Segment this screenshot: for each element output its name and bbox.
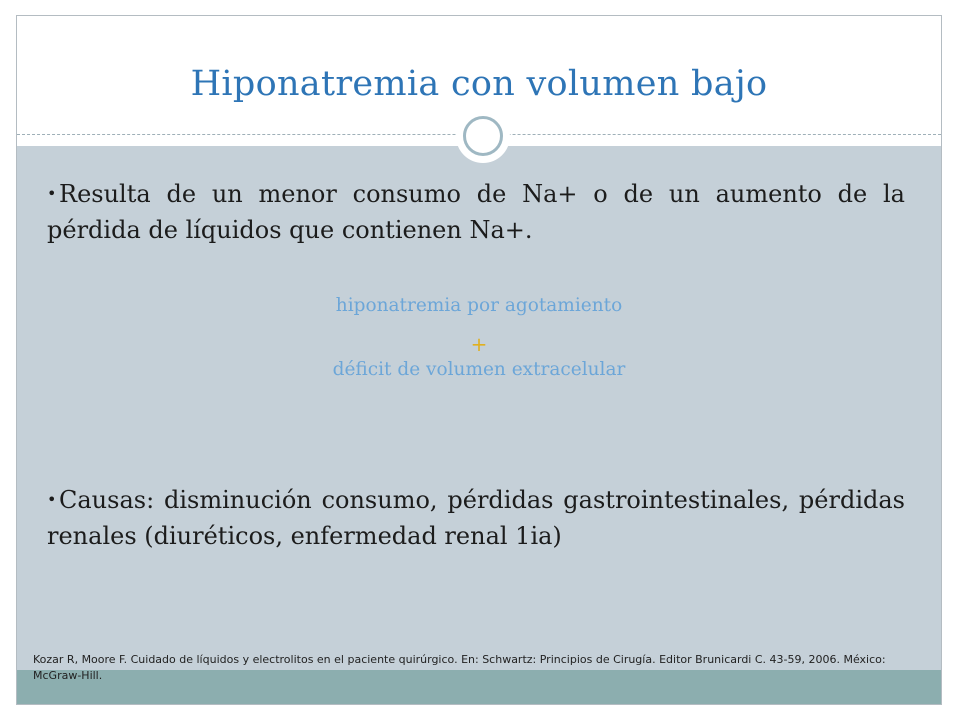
callout-line-2: déficit de volumen extracelular xyxy=(332,359,626,380)
bullet-item xyxy=(47,482,905,554)
bullet-item xyxy=(47,176,905,248)
slide-title: Hiponatremia con volumen bajo xyxy=(190,64,768,104)
callout-plus: + xyxy=(470,332,488,356)
callout-line-1: hiponatremia por agotamiento xyxy=(335,295,623,316)
bullet-text: Resulta de un menor consumo de Na+ o de un aumento de la pérdida de líquidos que contienen Na+. xyxy=(47,180,905,244)
bullet-text: Causas: disminución consumo, pérdidas gastrointestinales, pérdidas renales (diuréticos, enfermedad renal 1ia) xyxy=(47,486,905,550)
ring-ornament-icon xyxy=(463,116,503,156)
bullet-dot-icon: • xyxy=(47,184,57,203)
citation: Kozar R, Moore F. Cuidado de líquidos y electrolitos en el paciente quirúrgico. En: Schwartz: Principios de Cirugía. Editor Brunicardi C. 43-59, 2006. México: McGraw-Hill. xyxy=(33,653,886,682)
slide-frame xyxy=(16,15,942,705)
bullet-dot-icon: • xyxy=(47,490,57,509)
